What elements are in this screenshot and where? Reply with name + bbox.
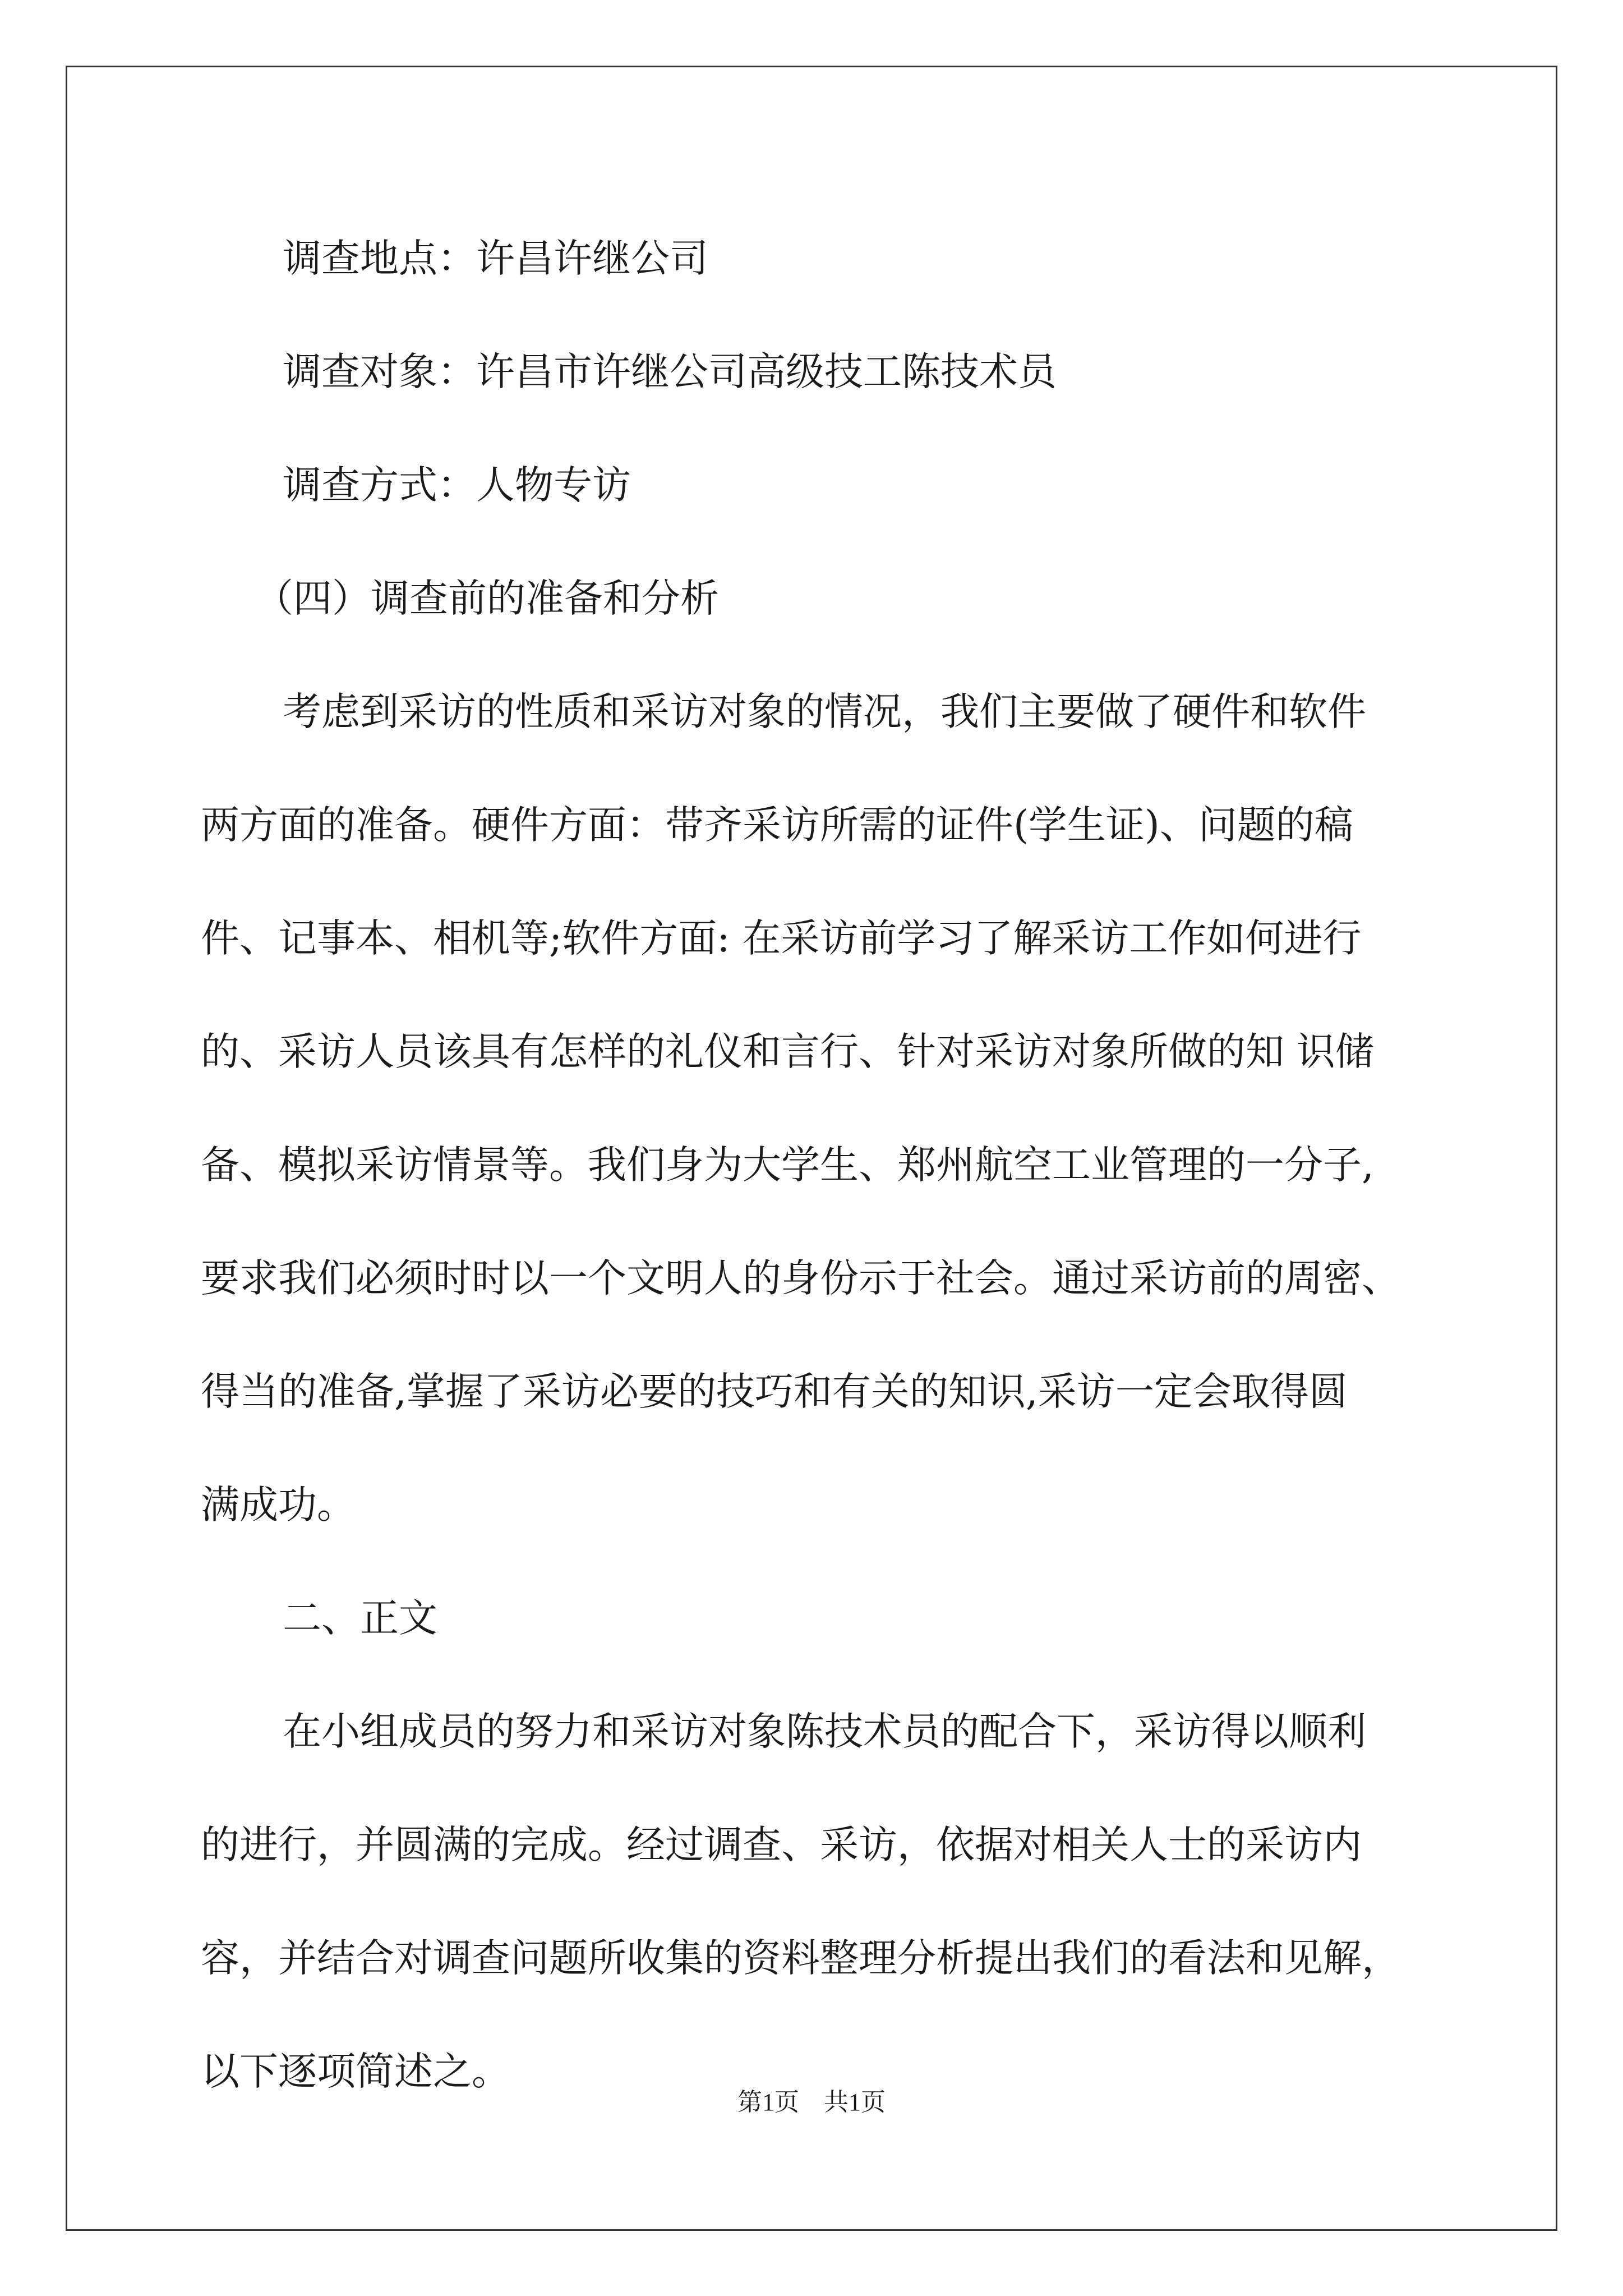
survey-method-line: 调查方式：人物专访 xyxy=(283,463,631,508)
survey-subject-line: 调查对象：许昌市许继公司高级技工陈技术员 xyxy=(283,349,1057,394)
survey-location-line: 调查地点：许昌许继公司 xyxy=(283,236,708,281)
section-heading-preparation: （四）调查前的准备和分析 xyxy=(255,576,719,621)
paragraph-line: 以下逐项简述之。 xyxy=(201,2049,510,2094)
document-body xyxy=(201,202,1423,2128)
paragraph-line: 备、模拟采访情景等。我们身为大学生、郑州航空工业管理的一分子, xyxy=(201,1143,1374,1188)
paragraph-line: 得当的准备,掌握了采访必要的技巧和有关的知识,采访一定会取得圆 xyxy=(201,1369,1348,1414)
paragraph-line: 要求我们必须时时以一个文明人的身份示于社会。通过采访前的周密、 xyxy=(201,1256,1400,1301)
paragraph-line: 满成功。 xyxy=(201,1483,356,1527)
paragraph-line: 件、记事本、相机等;软件方面: 在采访前学习了解采访工作如何进行 xyxy=(201,916,1362,961)
paragraph-line: 的进行，并圆满的完成。经过调查、采访，依据对相关人士的采访内 xyxy=(201,1823,1362,1867)
paragraph-line: 在小组成员的努力和采访对象陈技术员的配合下，采访得以顺利 xyxy=(283,1709,1366,1754)
paragraph-line: 容，并结合对调查问题所收集的资料整理分析提出我们的看法和见解， xyxy=(201,1936,1400,1981)
section-heading-main-text: 二、正文 xyxy=(283,1596,437,1641)
page-total: 共1页 xyxy=(824,2088,886,2116)
paragraph-line: 考虑到采访的性质和采访对象的情况，我们主要做了硬件和软件 xyxy=(283,689,1366,734)
page-number: 第1页 xyxy=(737,2088,799,2116)
page-footer xyxy=(0,2086,1623,2119)
paragraph-line: 两方面的准备。硬件方面：带齐采访所需的证件(学生证)、问题的稿 xyxy=(201,803,1353,848)
paragraph-line: 的、采访人员该具有怎样的礼仪和言行、针对采访对象所做的知 识储 xyxy=(201,1029,1374,1074)
